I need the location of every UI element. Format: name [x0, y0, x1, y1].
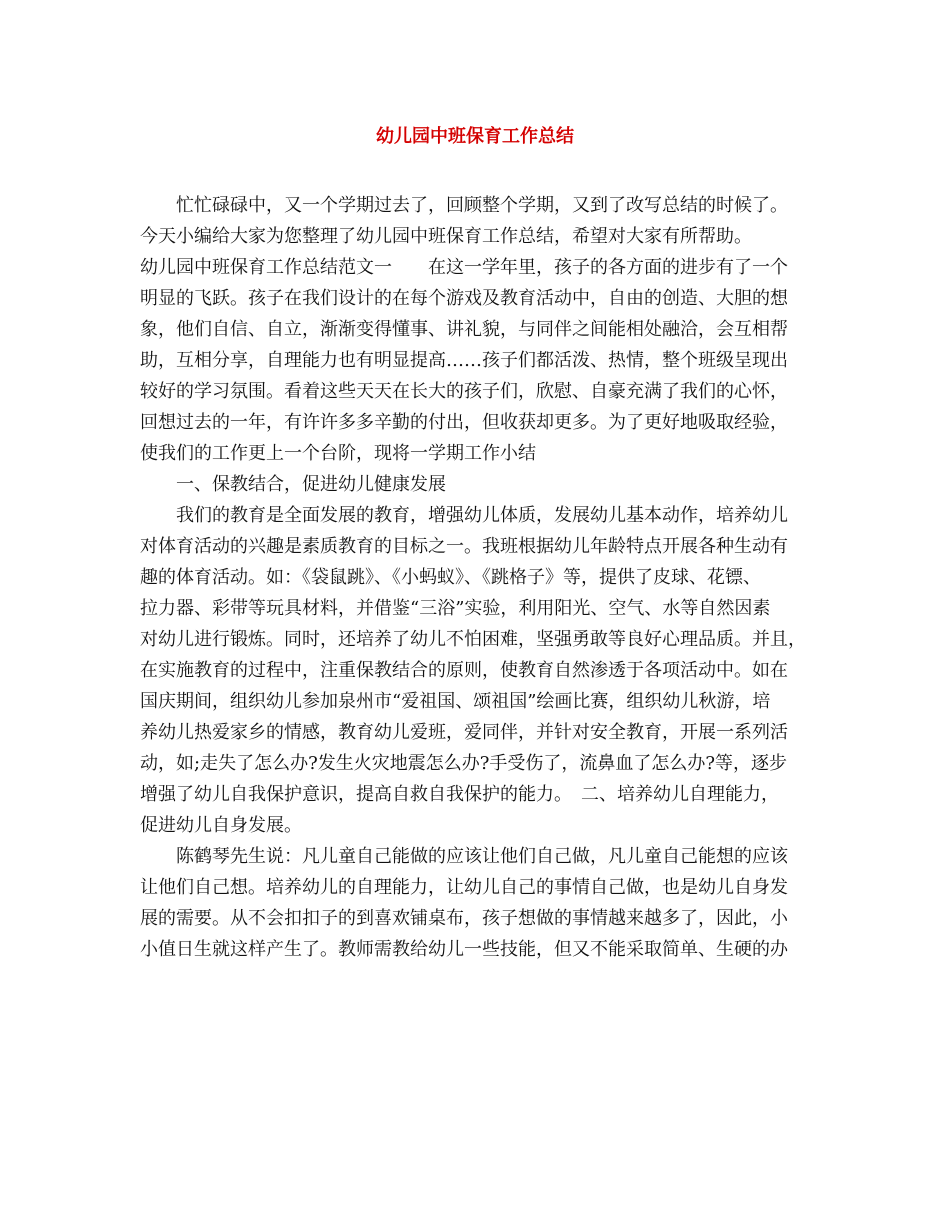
- paragraph-line: 使我们的工作更上一个台阶，现将一学期工作小结: [140, 443, 536, 464]
- document-title: 幼儿园中班保育工作总结: [376, 126, 574, 147]
- paragraph-line: 国庆期间，组织幼儿参加泉州市“爱祖国、颂祖国”绘画比赛，组织幼儿秋游，培: [140, 691, 771, 712]
- paragraph-line: 增强了幼儿自我保护意识，提高自救自我保护的能力。 二、培养幼儿自理能力，: [140, 784, 779, 805]
- paragraph-line: 忙忙碌碌中，又一个学期过去了，回顾整个学期，又到了改写总结的时候了。: [176, 195, 788, 216]
- paragraph-line: 幼儿园中班保育工作总结范文一 在这一学年里，孩子的各方面的进步有了一个: [140, 257, 788, 278]
- paragraph-line: 让他们自己想。培养幼儿的自理能力，让幼儿自己的事情自己做，也是幼儿自身发: [140, 877, 788, 898]
- paragraph-line: 今天小编给大家为您整理了幼儿园中班保育工作总结，希望对大家有所帮助。: [140, 226, 752, 247]
- paragraph-line: 小值日生就这样产生了。教师需教给幼儿一些技能，但又不能采取简单、生硬的办: [140, 939, 788, 960]
- paragraph-line: 动，如;走失了怎么办?发生火灾地震怎么办?手受伤了，流鼻血了怎么办?等，逐步: [140, 753, 788, 774]
- paragraph-line: 促进幼儿自身发展。: [140, 815, 302, 836]
- paragraph-line: 对体育活动的兴趣是素质教育的目标之一。我班根据幼儿年龄特点开展各种生动有: [140, 536, 788, 557]
- paragraph-line: 明显的飞跃。孩子在我们设计的在每个游戏及教育活动中，自由的创造、大胆的想: [140, 288, 788, 309]
- paragraph-line: 对幼儿进行锻炼。同时，还培养了幼儿不怕困难，坚强勇敢等良好心理品质。并且，: [140, 629, 806, 650]
- section-heading: 一、保教结合，促进幼儿健康发展: [176, 474, 446, 495]
- paragraph-line: 较好的学习氛围。看着这些天天在长大的孩子们，欣慰、自豪充满了我们的心怀，: [140, 381, 788, 402]
- paragraph-line: 助，互相分享，自理能力也有明显提高……孩子们都活泼、热情，整个班级呈现出: [140, 350, 788, 371]
- paragraph-line: 我们的教育是全面发展的教育，增强幼儿体质，发展幼儿基本动作，培养幼儿: [176, 505, 788, 526]
- paragraph-line: 趣的体育活动。如：《袋鼠跳》、《小蚂蚁》、《跳格子》等，提供了皮球、花镖、: [140, 567, 761, 588]
- paragraph-line: 拉力器、彩带等玩具材料，并借鉴“三浴”实验，利用阳光、空气、水等自然因素: [140, 598, 771, 619]
- document-body: [140, 190, 840, 965]
- paragraph-line: 展的需要。从不会扣扣子的到喜欢铺桌布，孩子想做的事情越来越多了，因此，小: [140, 908, 788, 929]
- paragraph-line: 回想过去的一年，有许许多多辛勤的付出，但收获却更多。为了更好地吸取经验，: [140, 412, 788, 433]
- paragraph-line: 象，他们自信、自立，渐渐变得懂事、讲礼貌，与同伴之间能相处融洽，会互相帮: [140, 319, 788, 340]
- paragraph-line: 陈鹤琴先生说：凡儿童自己能做的应该让他们自己做，凡儿童自己能想的应该: [176, 846, 788, 867]
- paragraph-line: 在实施教育的过程中，注重保教结合的原则，使教育自然渗透于各项活动中。如在: [140, 660, 788, 681]
- paragraph-line: 养幼儿热爱家乡的情感，教育幼儿爱班，爱同伴，并针对安全教育，开展一系列活: [140, 722, 788, 743]
